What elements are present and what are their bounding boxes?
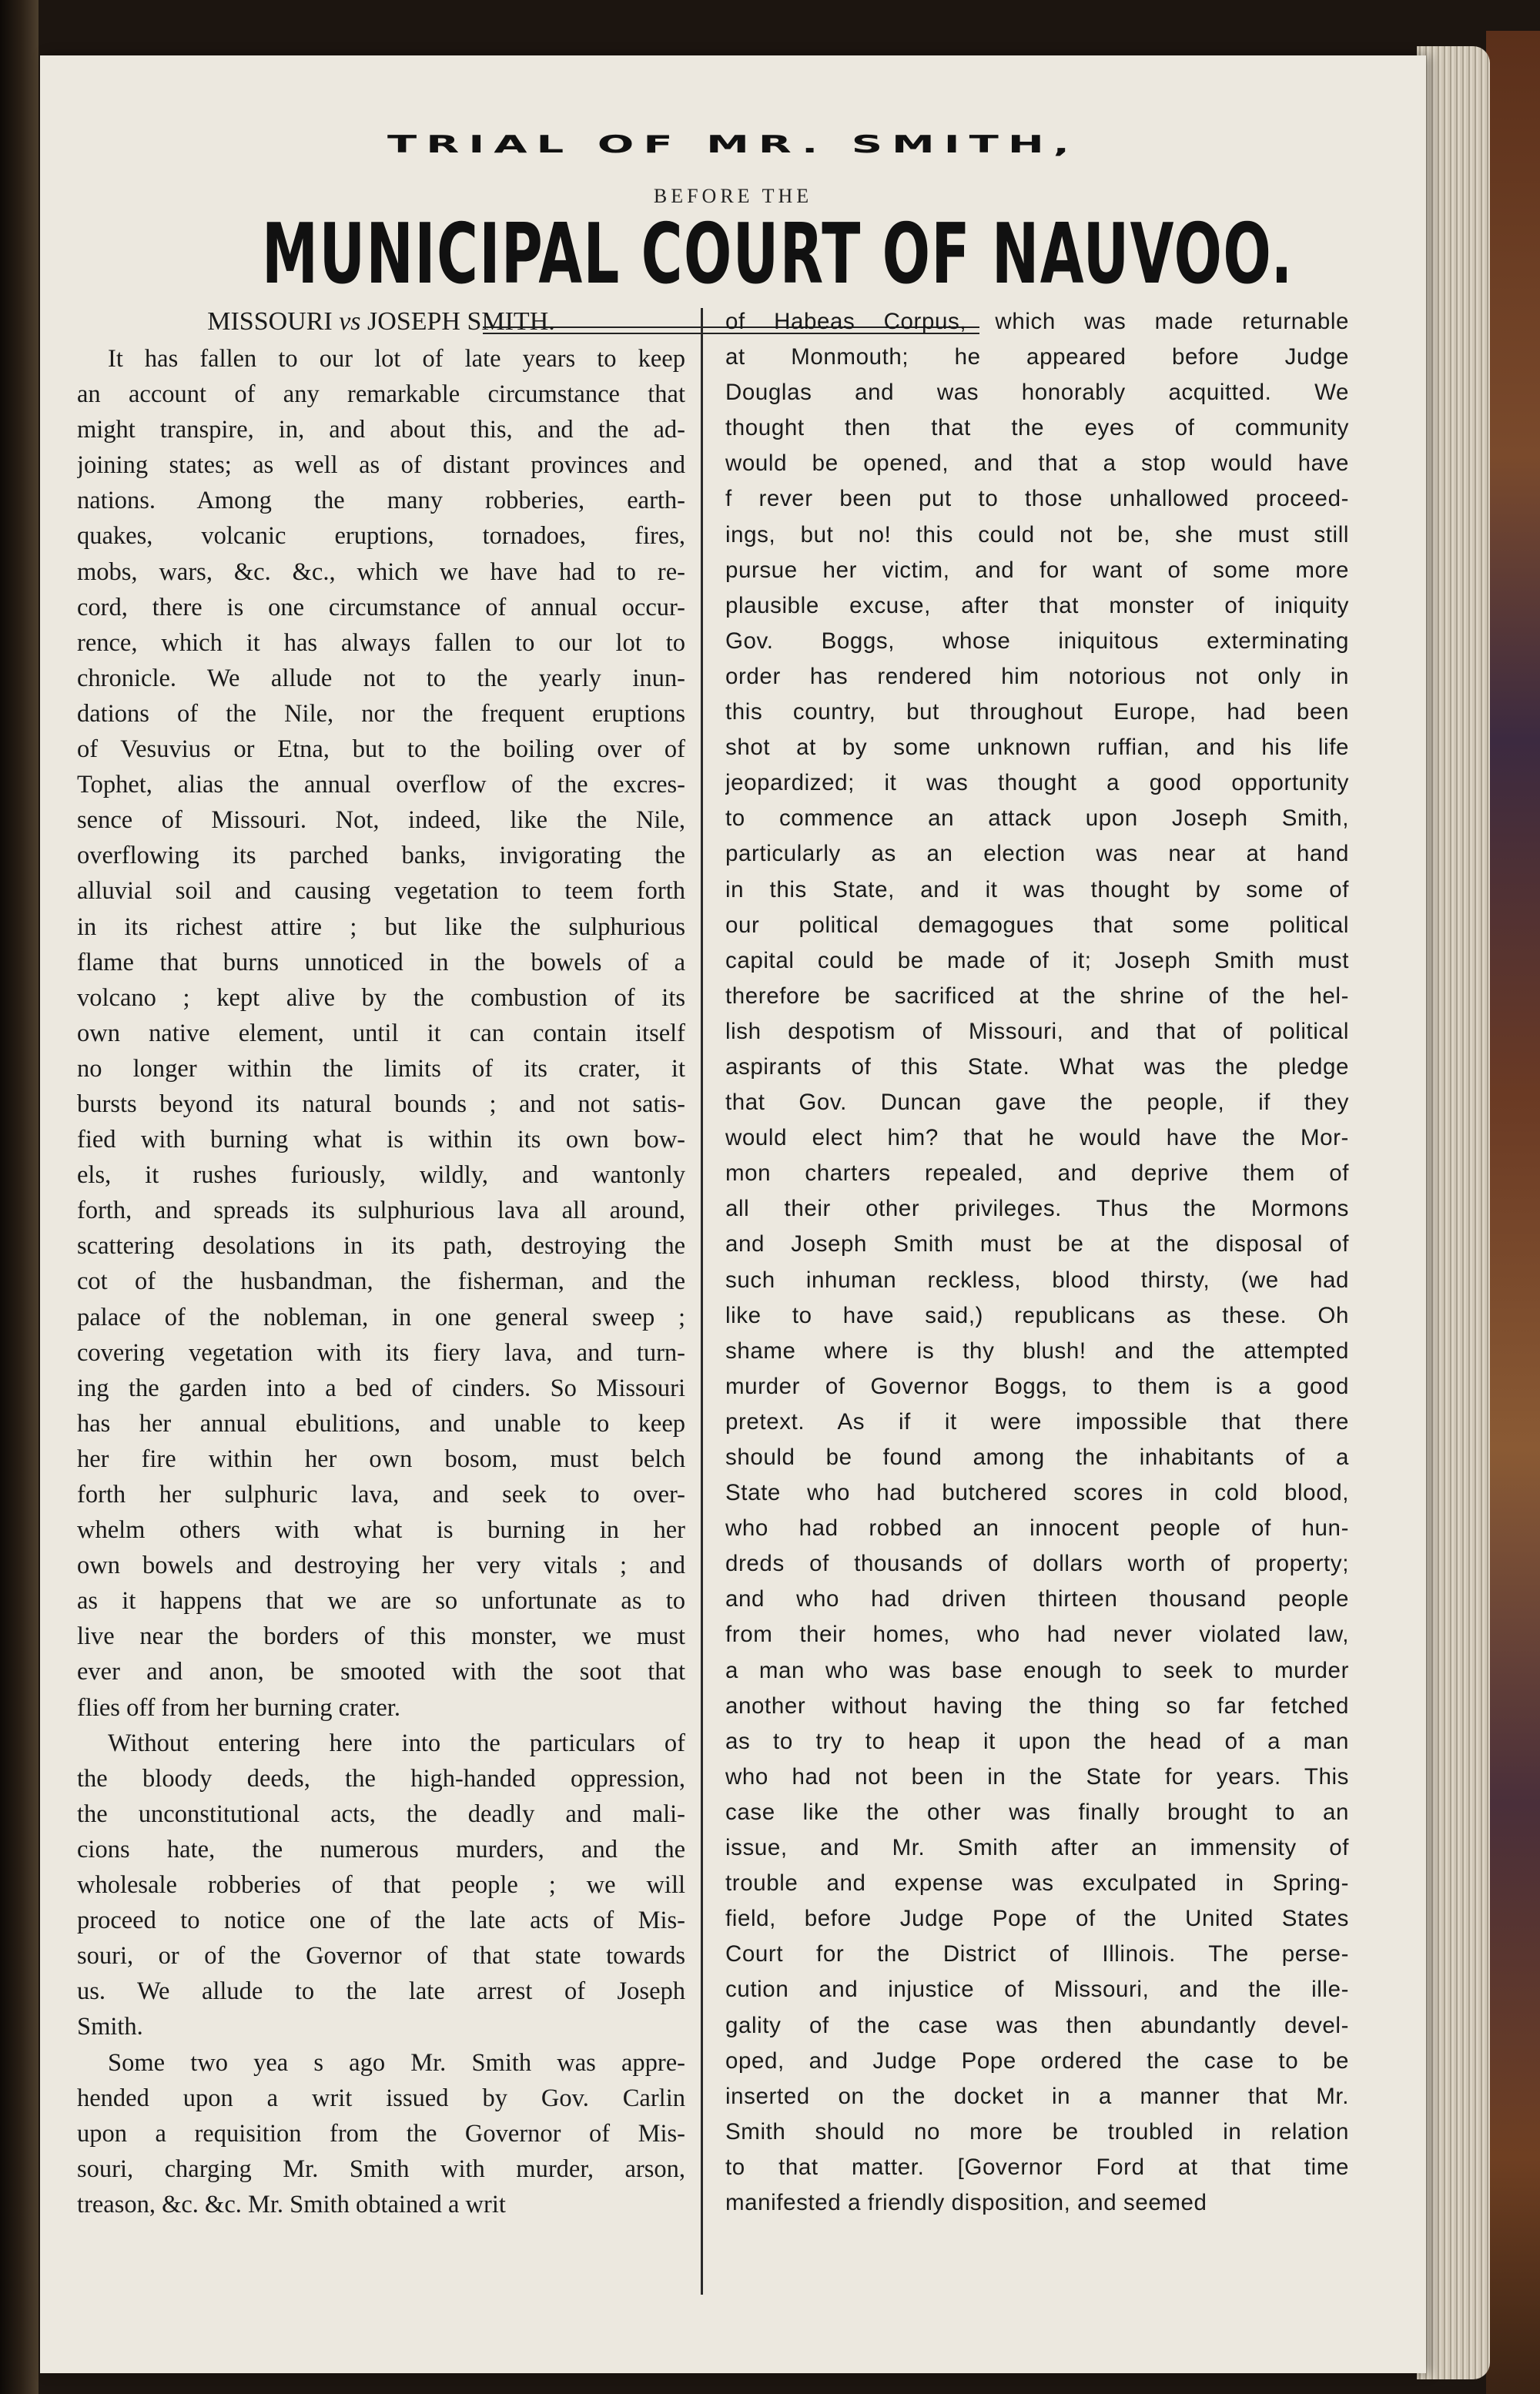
text-line: to that matter. [Governor Ford at that time bbox=[725, 2154, 1349, 2180]
text-line: mon charters repealed, and deprive them of bbox=[725, 1160, 1349, 1187]
text-line: order has rendered him notorious not only in bbox=[725, 663, 1349, 689]
text-line: the unconstitutional acts, the deadly and mali- bbox=[77, 1800, 685, 1828]
article-title bbox=[77, 304, 685, 340]
text-line: another without having the thing so far fetched bbox=[725, 1693, 1349, 1719]
text-line: sence of Missouri. Not, indeed, like the Nile, bbox=[77, 806, 685, 835]
text-line: proceed to notice one of the late acts of Mis- bbox=[77, 1907, 685, 1935]
text-line: els, it rushes furiously, wildly, and wantonly bbox=[77, 1161, 685, 1190]
text-line: whelm others with what is burning in her bbox=[77, 1516, 685, 1545]
text-line: cions hate, the numerous murders, and the bbox=[77, 1835, 685, 1863]
text-line: lish despotism of Missouri, and that of political bbox=[725, 1018, 1349, 1044]
text-line: inserted on the docket in a manner that Mr. bbox=[725, 2083, 1349, 2109]
text-line: murder of Governor Boggs, to them is a good bbox=[725, 1373, 1349, 1399]
text-line: own native element, until it can contain itself bbox=[77, 1019, 685, 1047]
text-line: who had not been in the State for years. This bbox=[725, 1763, 1349, 1790]
text-line: in this State, and it was thought by some of bbox=[725, 876, 1349, 902]
text-line: us. We allude to the late arrest of Joseph bbox=[77, 1977, 685, 2006]
book-cover-edge bbox=[1486, 31, 1540, 2394]
text-line: who had robbed an innocent people of hun- bbox=[725, 1515, 1349, 1542]
text-line: the bloody deeds, the high-handed oppression, bbox=[77, 1764, 685, 1793]
text-line: souri, or of the Governor of that state towards bbox=[77, 1942, 685, 1970]
text-line: rence, which it has always fallen to our lot to bbox=[77, 628, 685, 657]
text-line: wholesale robberies of that people ; we will bbox=[77, 1871, 685, 1900]
text-line: case like the other was finally brought to an bbox=[725, 1799, 1349, 1825]
text-line: flame that burns unnoticed in the bowels of a bbox=[77, 948, 685, 976]
text-line: shot at by some unknown ruffian, and his life bbox=[725, 735, 1349, 761]
text-line: It has fallen to our lot of late years to keep bbox=[108, 345, 685, 373]
text-line: alluvial soil and causing vegetation to teem forth bbox=[77, 877, 685, 906]
subtitle: BEFORE THE bbox=[653, 185, 813, 207]
masthead-title: TRIAL OF MR. SMITH, bbox=[387, 131, 1079, 159]
text-line: Without entering here into the particulars of bbox=[108, 1729, 685, 1757]
text-line: ing the garden into a bed of cinders. So Missouri bbox=[77, 1374, 685, 1402]
text-line: should be found among the inhabitants of a bbox=[725, 1445, 1349, 1470]
text-line: cord, there is one circumstance of annual occur- bbox=[77, 593, 685, 621]
text-line: plausible excuse, after that monster of iniquity bbox=[725, 592, 1349, 618]
text-line: trouble and expense was exculpated in Spring- bbox=[725, 1870, 1349, 1897]
text-line: as it happens that we are so unfortunate as to bbox=[77, 1587, 685, 1616]
right-column-text bbox=[725, 304, 1349, 2221]
text-line: quakes, volcanic eruptions, tornadoes, fires, bbox=[77, 522, 685, 551]
text-line: pretext. As if it were impossible that there bbox=[725, 1408, 1349, 1435]
text-line: our political demagogues that some political bbox=[725, 912, 1349, 938]
text-line: has her annual ebulitions, and unable to keep bbox=[77, 1409, 685, 1438]
text-line: as to try to heap it upon the head of a man bbox=[725, 1728, 1349, 1754]
text-line: such inhuman reckless, blood thirsty, (we had bbox=[725, 1267, 1349, 1293]
text-line: this country, but throughout Europe, had been bbox=[725, 699, 1349, 725]
text-line: field, before Judge Pope of the United States bbox=[725, 1906, 1349, 1932]
text-line: chronicle. We allude not to the yearly inun- bbox=[77, 664, 685, 692]
text-line: covering vegetation with its fiery lava, and turn- bbox=[77, 1338, 685, 1367]
text-line: of Vesuvius or Etna, but to the boiling over of bbox=[77, 735, 685, 764]
text-line: forth her sulphuric lava, and seek to over- bbox=[77, 1481, 685, 1508]
text-line: an account of any remarkable circumstance that bbox=[77, 380, 685, 409]
text-line: no longer within the limits of its crater, it bbox=[77, 1054, 685, 1083]
text-line: treason, &c. &c. Mr. Smith obtained a writ bbox=[77, 2190, 506, 2218]
text-line: thought then that the eyes of community bbox=[725, 415, 1349, 441]
text-line: volcano ; kept alive by the combustion of its bbox=[77, 983, 685, 1012]
text-line: hended upon a writ issued by Gov. Carlin bbox=[77, 2084, 685, 2112]
text-line: mobs, wars, &c. &c., which we have had to re- bbox=[77, 557, 685, 586]
text-line: bursts beyond its natural bounds ; and not satis- bbox=[77, 1090, 685, 1118]
title-part-b: JOSEPH SMITH. bbox=[360, 307, 555, 336]
text-line: of Habeas Corpus, which was made returnable bbox=[725, 309, 1349, 334]
right-column bbox=[725, 304, 1349, 2221]
text-line: Gov. Boggs, whose iniquitous exterminating bbox=[725, 628, 1349, 654]
page-edges bbox=[1417, 46, 1490, 2379]
text-line: f rever been put to those unhallowed proceed- bbox=[725, 486, 1349, 512]
text-line: therefore be sacrificed at the shrine of the hel- bbox=[725, 983, 1349, 1009]
text-line: all their other privileges. Thus the Mormons bbox=[725, 1196, 1349, 1222]
text-line: oped, and Judge Pope ordered the case to be bbox=[725, 2047, 1349, 2074]
text-line: issue, and Mr. Smith after an immensity of bbox=[725, 1835, 1349, 1861]
text-line: joining states; as well as of distant provinces and bbox=[77, 451, 685, 480]
text-line: particularly as an election was near at hand bbox=[725, 841, 1349, 867]
text-line: forth, and spreads its sulphurious lava all around, bbox=[77, 1197, 685, 1225]
court-heading: MUNICIPAL COURT OF NAUVOO. bbox=[262, 206, 1294, 303]
text-line: shame where is thy blush! and the attempted bbox=[725, 1338, 1349, 1364]
text-line: and who had driven thirteen thousand people bbox=[725, 1586, 1349, 1612]
text-line: nations. Among the many robberies, earth- bbox=[77, 487, 685, 515]
text-line: from their homes, who had never violated law, bbox=[725, 1622, 1349, 1648]
text-line: cution and injustice of Missouri, and the ille- bbox=[725, 1977, 1349, 2003]
text-line: cot of the husbandman, the fisherman, and the bbox=[77, 1267, 685, 1296]
text-line: souri, charging Mr. Smith with murder, arson, bbox=[77, 2155, 685, 2183]
text-line: ings, but no! this could not be, she must still bbox=[725, 521, 1349, 547]
text-line: live near the borders of this monster, we must bbox=[77, 1622, 685, 1651]
title-part-a: MISSOURI bbox=[207, 307, 340, 336]
text-line: Some two yea s ago Mr. Smith was appre- bbox=[108, 2048, 685, 2077]
text-line: and Joseph Smith must be at the disposal of bbox=[725, 1231, 1349, 1257]
left-column bbox=[77, 304, 685, 2222]
left-column-text bbox=[77, 341, 685, 2222]
text-line: fied with burning what is within its own bow- bbox=[77, 1126, 685, 1154]
text-line: capital could be made of it; Joseph Smith must bbox=[725, 947, 1349, 973]
text-line: would be opened, and that a stop would have bbox=[725, 450, 1349, 477]
text-line: jeopardized; it was thought a good opportunity bbox=[725, 770, 1349, 796]
text-line: flies off from her burning crater. bbox=[77, 1693, 400, 1722]
text-line: gality of the case was then abundantly devel- bbox=[725, 2012, 1349, 2038]
text-line: overflowing its parched banks, invigorating the bbox=[77, 842, 685, 870]
text-line: to commence an attack upon Joseph Smith, bbox=[725, 805, 1349, 832]
text-line: Smith. bbox=[77, 2013, 143, 2041]
column-divider bbox=[701, 308, 703, 2295]
text-line: at Monmouth; he appeared before Judge bbox=[725, 344, 1349, 370]
text-line: upon a requisition from the Governor of Mis- bbox=[77, 2119, 685, 2148]
text-line: manifested a friendly disposition, and seemed bbox=[725, 2189, 1207, 2215]
text-line: Court for the District of Illinois. The perse- bbox=[725, 1941, 1349, 1967]
text-line: pursue her victim, and for want of some more bbox=[725, 557, 1349, 583]
text-line: in its richest attire ; but like the sulphurious bbox=[77, 912, 685, 941]
text-line: ever and anon, be smooted with the soot that bbox=[77, 1658, 685, 1686]
text-line: dreds of thousands of dollars worth of property; bbox=[725, 1551, 1349, 1577]
text-line: aspirants of this State. What was the pledge bbox=[725, 1053, 1349, 1080]
text-line: her fire within her own bosom, must belch bbox=[77, 1445, 685, 1473]
text-line: own bowels and destroying her very vitals ; and bbox=[77, 1552, 685, 1580]
text-line: a man who was base enough to seek to murder bbox=[725, 1657, 1349, 1683]
text-line: dations of the Nile, nor the frequent eruptions bbox=[77, 699, 685, 728]
text-line: might transpire, in, and about this, and the ad- bbox=[77, 416, 685, 444]
title-vs: vs bbox=[339, 307, 361, 336]
text-line: Douglas and was honorably acquitted. We bbox=[725, 380, 1349, 406]
text-line: palace of the nobleman, in one general sweep ; bbox=[77, 1303, 685, 1331]
text-line: Tophet, alias the annual overflow of the excres- bbox=[77, 771, 685, 799]
text-line: that Gov. Duncan gave the people, if they bbox=[725, 1090, 1349, 1116]
book-spine bbox=[0, 0, 38, 2394]
text-line: like to have said,) republicans as these. Oh bbox=[725, 1302, 1349, 1328]
text-line: Smith should no more be troubled in relation bbox=[725, 2118, 1349, 2145]
text-line: State who had butchered scores in cold blood, bbox=[725, 1480, 1349, 1506]
text-line: would elect him? that he would have the Mor- bbox=[725, 1125, 1349, 1151]
text-line: scattering desolations in its path, destroying the bbox=[77, 1232, 685, 1261]
